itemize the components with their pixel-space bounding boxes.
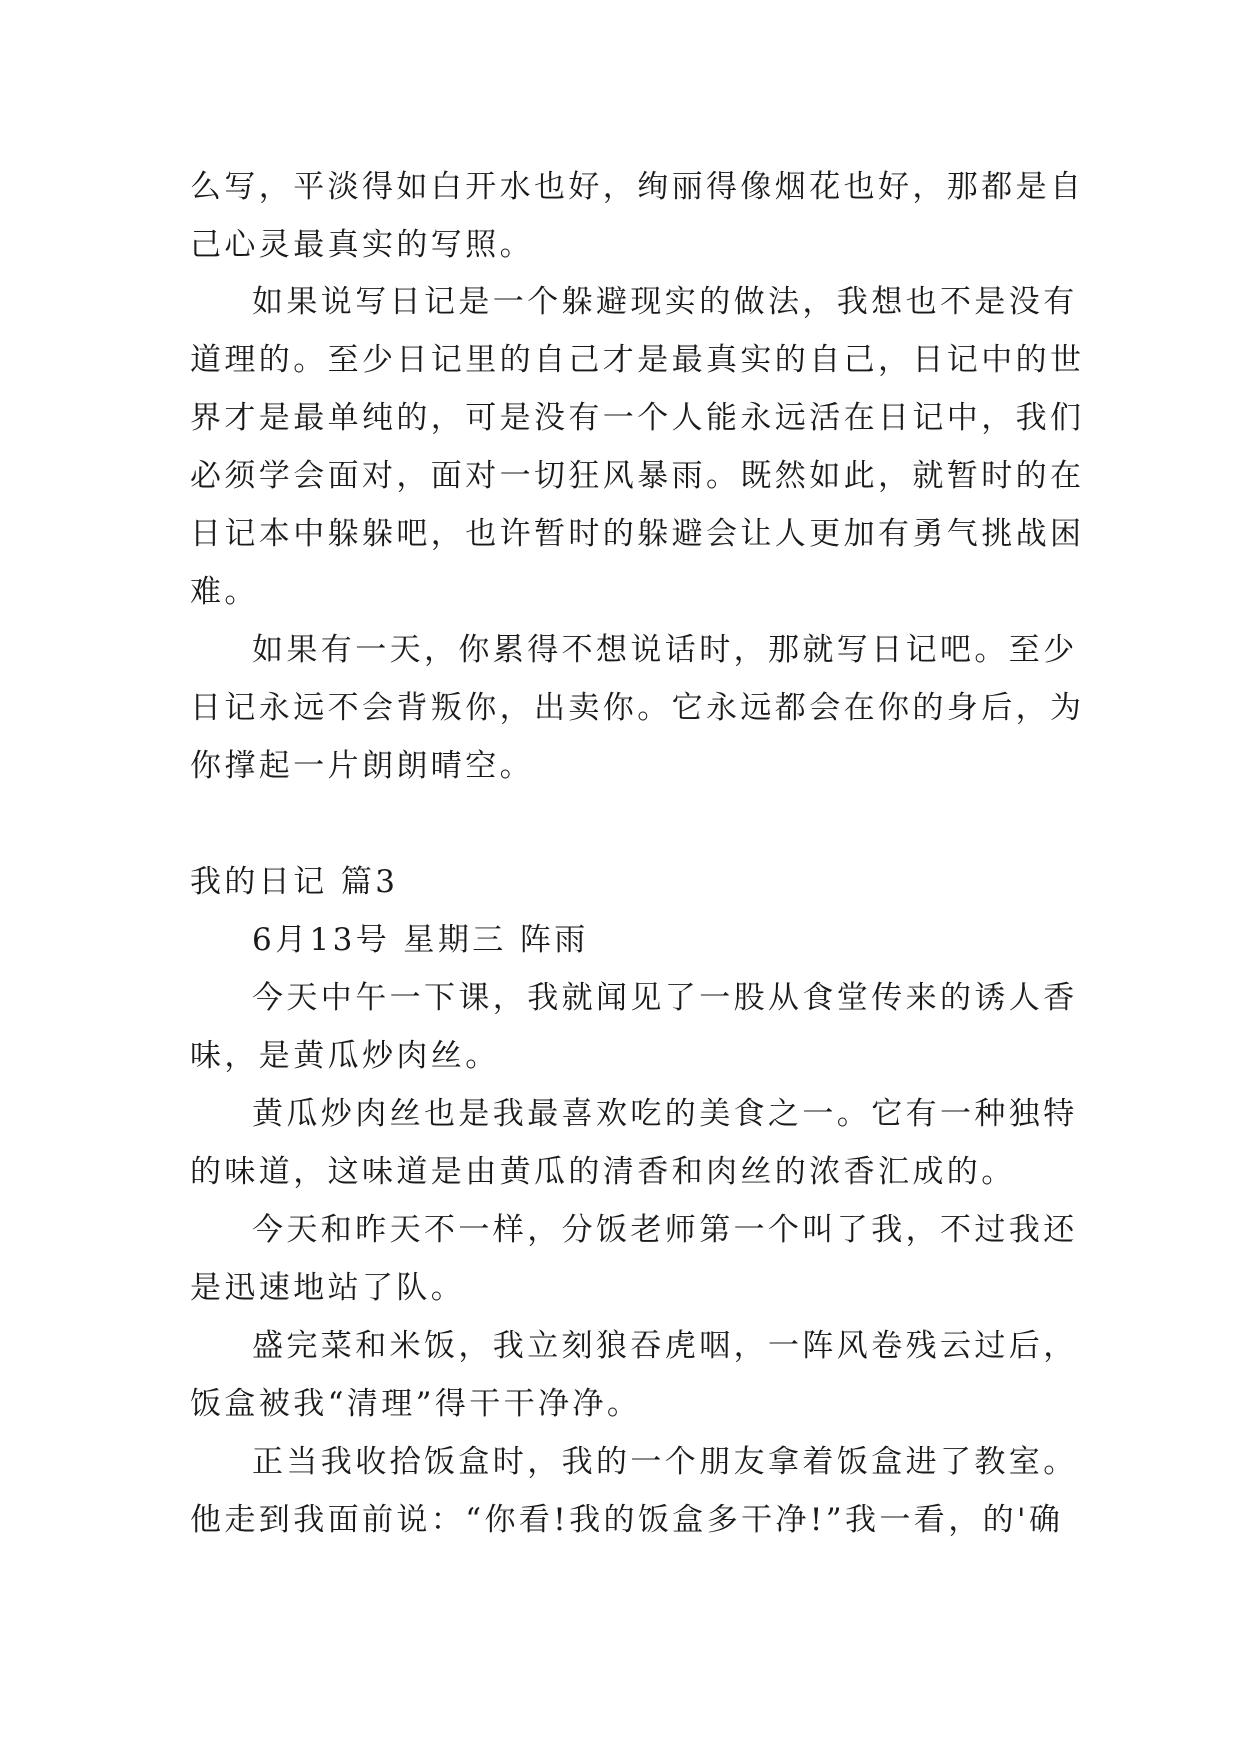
text-line: 日记本中躲躲吧，也许暂时的躲避会让人更加有勇气挑战困 (190, 516, 1085, 552)
text-line: 己心灵最真实的写照。 (190, 227, 534, 263)
text-line: 正当我收拾饭盒时，我的一个朋友拿着饭盒进了教室。 (252, 1444, 1078, 1480)
text-line: 味，是黄瓜炒肉丝。 (190, 1038, 500, 1074)
text-line: 么写，平淡得如白开水也好，绚丽得像烟花也好，那都是自 (190, 169, 1085, 205)
section-heading: 我的日记 篇3 (190, 864, 399, 900)
text-line: 道理的。至少日记里的自己才是最真实的自己，日记中的世 (190, 342, 1085, 378)
text-line: 你撑起一片朗朗晴空。 (190, 748, 534, 784)
text-line: 黄瓜炒肉丝也是我最喜欢吃的美食之一。它有一种独特 (252, 1096, 1078, 1132)
text-line: 必须学会面对，面对一切狂风暴雨。既然如此，就暂时的在 (190, 458, 1085, 494)
text-line: 的味道，这味道是由黄瓜的清香和肉丝的浓香汇成的。 (190, 1154, 1016, 1190)
text-line: 难。 (190, 574, 259, 610)
text-line: 如果说写日记是一个躲避现实的做法，我想也不是没有 (252, 284, 1078, 320)
text-line: 盛完菜和米饭，我立刻狼吞虎咽，一阵风卷残云过后， (252, 1328, 1078, 1364)
text-line: 界才是最单纯的，可是没有一个人能永远活在日记中，我们 (190, 400, 1085, 436)
text-line: 今天和昨天不一样，分饭老师第一个叫了我，不过我还 (252, 1212, 1078, 1248)
date-line: 6月13号 星期三 阵雨 (252, 922, 589, 958)
text-line: 今天中午一下课，我就闻见了一股从食堂传来的诱人香 (252, 980, 1078, 1016)
text-line: 是迅速地站了队。 (190, 1270, 466, 1306)
text-line: 如果有一天，你累得不想说话时，那就写日记吧。至少 (252, 632, 1078, 668)
text-line: 饭盒被我“清理”得干干净净。 (190, 1386, 642, 1422)
text-line: 他走到我面前说：“你看!我的饭盒多干净!”我一看，的'确 (190, 1502, 1064, 1538)
text-line: 日记永远不会背叛你，出卖你。它永远都会在你的身后，为 (190, 690, 1085, 726)
